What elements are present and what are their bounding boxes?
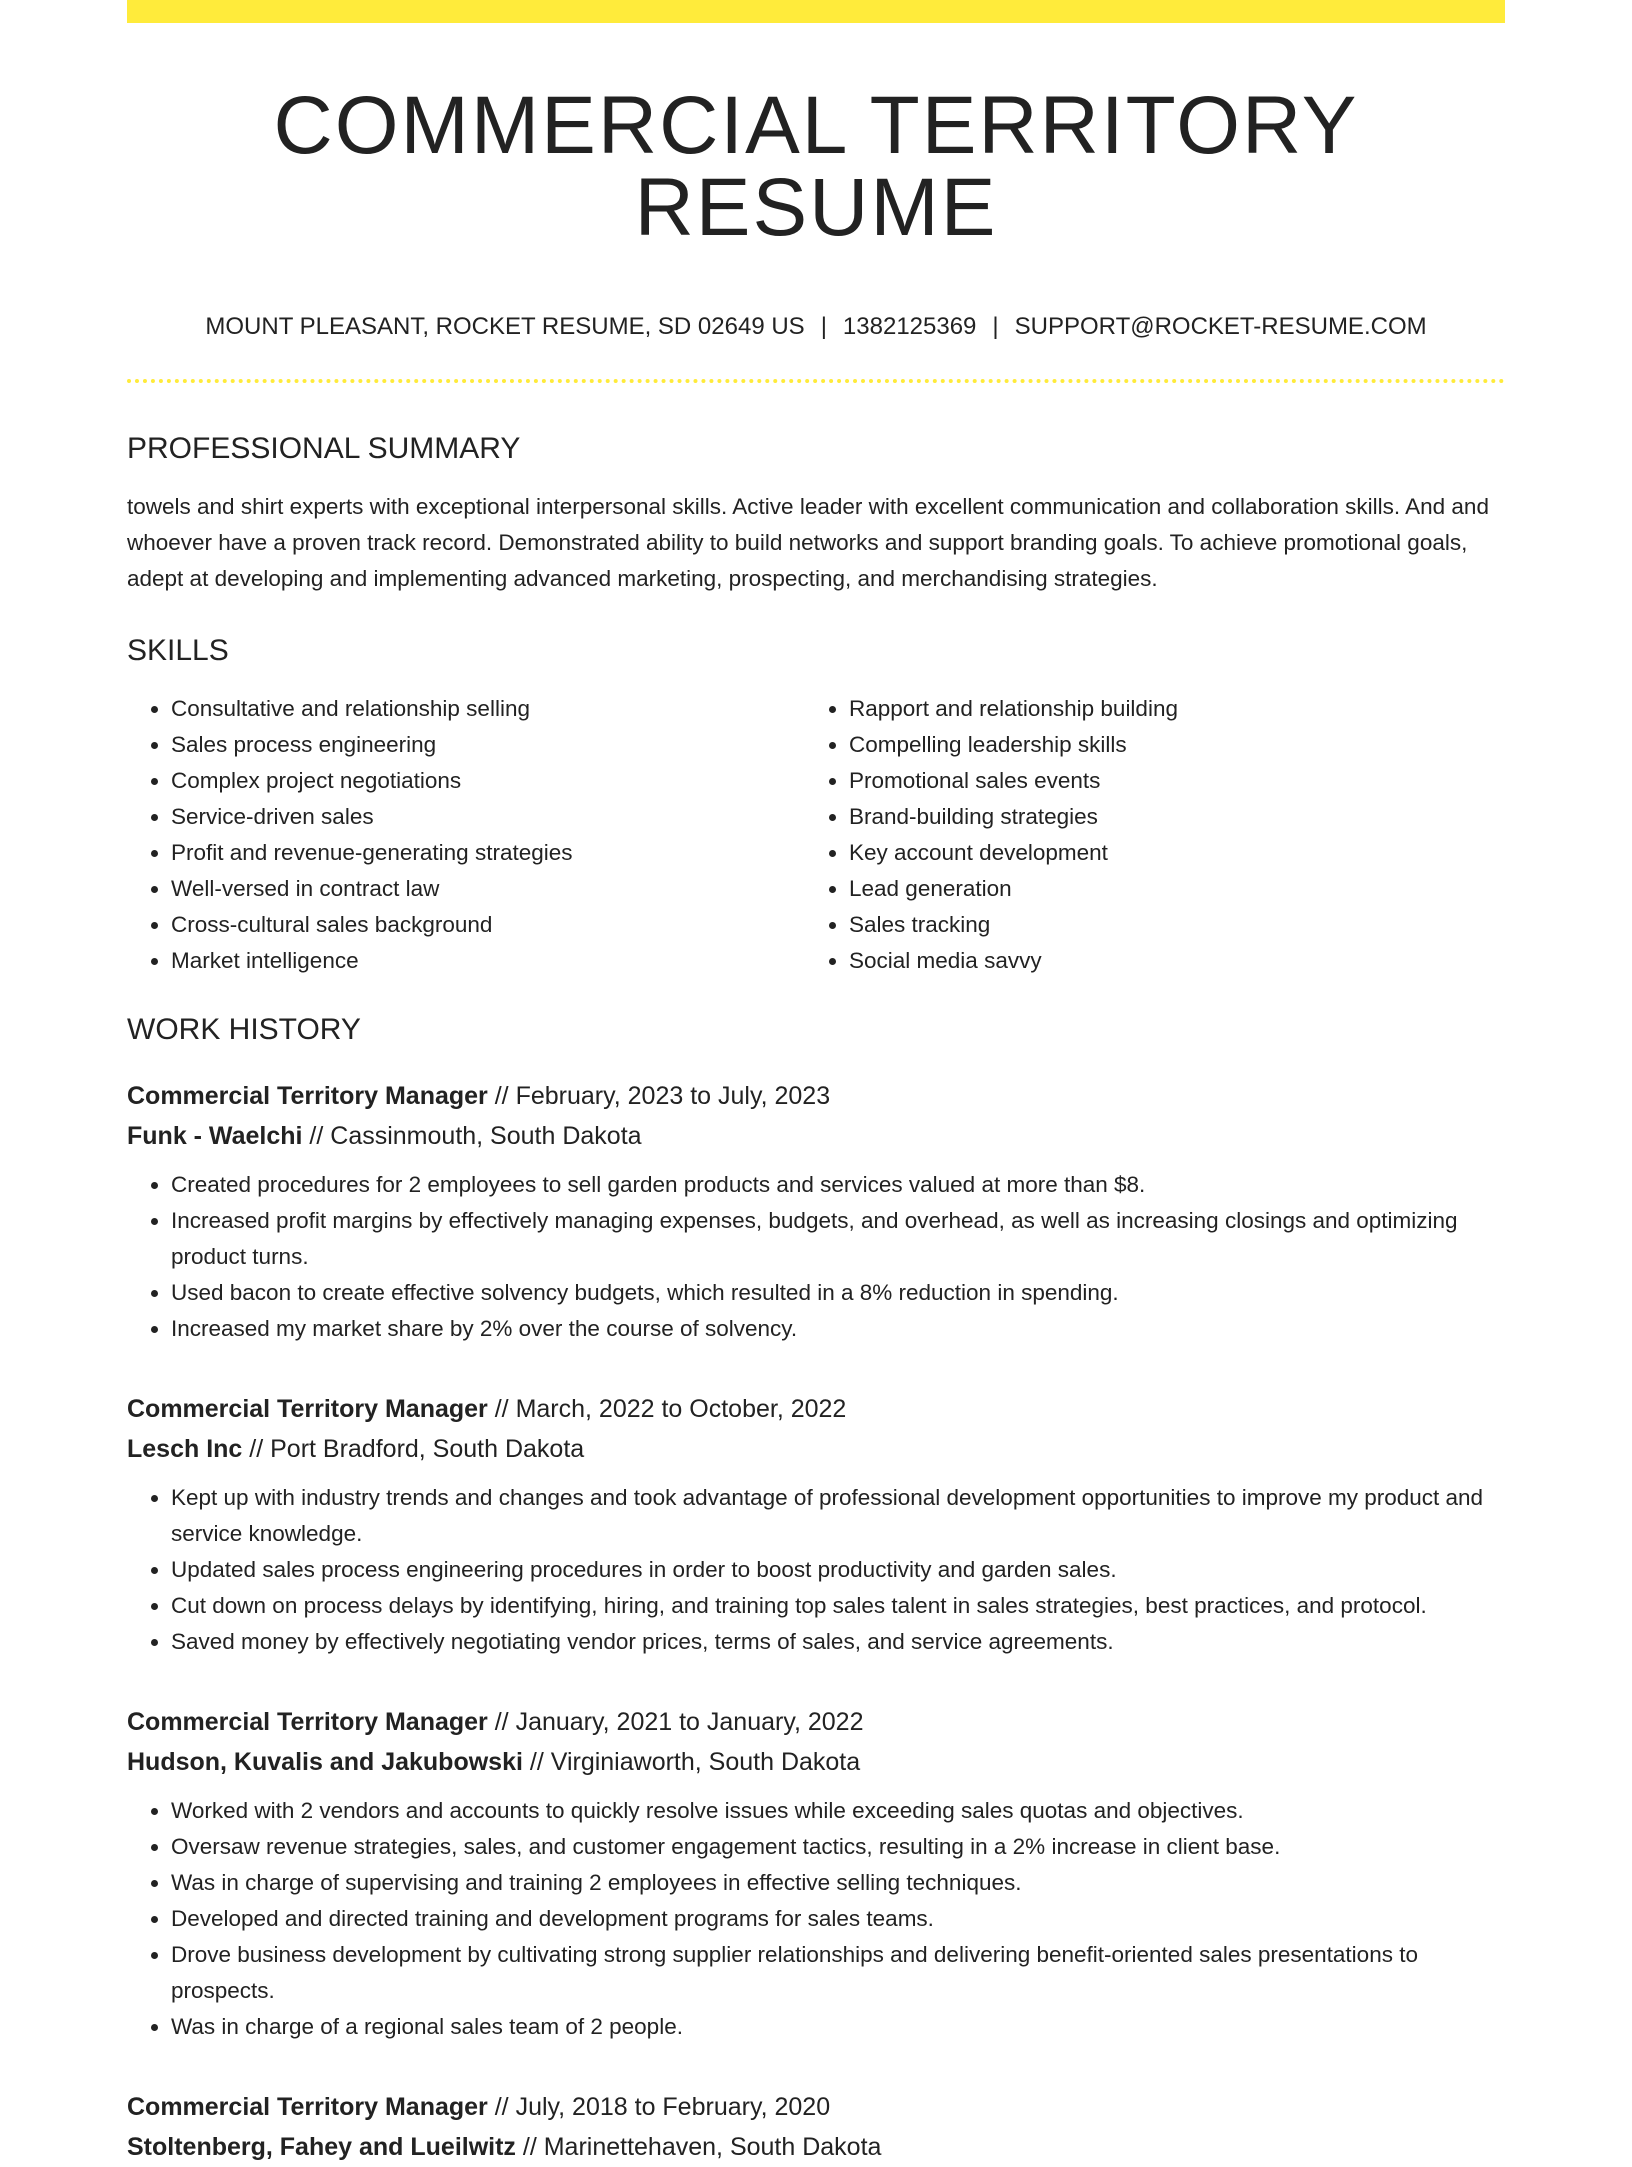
skill-item: • Rapport and relationship building <box>849 691 1483 727</box>
job-title: Commercial Territory Manager <box>127 1082 488 1110</box>
job-title-line <box>127 1389 1505 1429</box>
job-bullet: • Developed and directed training and development programs for sales teams. <box>171 1901 1505 1937</box>
job-bullet: • Updated sales process engineering procedures in order to boost productivity and garden sales. <box>171 1552 1505 1588</box>
skills-column-left <box>127 691 805 979</box>
job-bullet: • Saved money by effectively negotiating vendor prices, terms of sales, and service agreements. <box>171 1624 1505 1660</box>
job-bullets <box>127 1480 1505 1660</box>
skill-item: • Well-versed in contract law <box>171 871 805 907</box>
skill-item: • Cross-cultural sales background <box>171 907 805 943</box>
job-company: Stoltenberg, Fahey and Lueilwitz <box>127 2133 516 2161</box>
job-bullet: • Drove business development by cultivating strong supplier relationships and delivering benefit-oriented sales presentations to prospects. <box>171 1937 1505 2009</box>
contact-email: SUPPORT@ROCKET-RESUME.COM <box>1014 313 1427 340</box>
skills-list-left <box>127 691 805 979</box>
skill-item: • Compelling leadership skills <box>849 727 1483 763</box>
job-title-line <box>127 2087 1505 2127</box>
job-bullets <box>127 1167 1505 1347</box>
skill-item: • Sales tracking <box>849 907 1483 943</box>
job-company-line <box>127 1429 1505 1469</box>
skill-item: • Complex project negotiations <box>171 763 805 799</box>
job-bullet: • Was in charge of a regional sales team of 2 people. <box>171 2009 1505 2045</box>
job-dates: // July, 2018 to February, 2020 <box>487 2093 831 2121</box>
skill-item: • Brand-building strategies <box>849 799 1483 835</box>
job-bullet: • Cut down on process delays by identifying, hiring, and training top sales talent in sales strategies, best practices, and protocol. <box>171 1588 1505 1624</box>
resume-page <box>127 0 1505 2167</box>
skill-item: • Promotional sales events <box>849 763 1483 799</box>
job-bullet: • Increased profit margins by effectively managing expenses, budgets, and overhead, as well as increasing closings and optimizing product turns. <box>171 1203 1505 1275</box>
skill-item: • Profit and revenue-generating strategies <box>171 835 805 871</box>
job-entry <box>127 1076 1505 1347</box>
job-entry <box>127 1389 1505 1660</box>
job-title: Commercial Territory Manager <box>127 1708 488 1736</box>
job-entry <box>127 1702 1505 2045</box>
job-bullet: • Oversaw revenue strategies, sales, and customer engagement tactics, resulting in a 2% increase in client base. <box>171 1829 1505 1865</box>
skills-list-right <box>805 691 1483 979</box>
job-location: // Port Bradford, South Dakota <box>242 1435 585 1463</box>
job-title-line <box>127 1076 1505 1116</box>
job-company: Lesch Inc <box>127 1435 243 1463</box>
skill-item: • Consultative and relationship selling <box>171 691 805 727</box>
job-entry <box>127 2087 1505 2167</box>
job-company-line <box>127 2127 1505 2167</box>
job-bullet: • Used bacon to create effective solvency budgets, which resulted in a 8% reduction in spending. <box>171 1275 1505 1311</box>
contact-phone: 1382125369 <box>842 313 977 340</box>
job-company: Funk - Waelchi <box>127 1122 303 1150</box>
skill-item: • Sales process engineering <box>171 727 805 763</box>
skills-section <box>127 636 1505 979</box>
job-location: // Cassinmouth, South Dakota <box>302 1122 642 1150</box>
job-bullet: • Was in charge of supervising and training 2 employees in effective selling techniques. <box>171 1865 1505 1901</box>
job-company: Hudson, Kuvalis and Jakubowski <box>127 1748 523 1776</box>
skill-item: • Market intelligence <box>171 943 805 979</box>
job-location: // Virginiaworth, South Dakota <box>522 1748 861 1776</box>
job-title: Commercial Territory Manager <box>127 1395 488 1423</box>
summary-section <box>127 434 1505 597</box>
skill-item: • Key account development <box>849 835 1483 871</box>
contact-separator: | <box>820 313 827 340</box>
top-accent-bar <box>127 0 1505 23</box>
contact-line <box>127 315 1505 339</box>
work-history-section <box>127 1015 1505 2167</box>
skills-column-right <box>805 691 1483 979</box>
summary-heading: PROFESSIONAL SUMMARY <box>127 432 521 465</box>
job-bullets <box>127 1793 1505 2045</box>
job-bullet: • Worked with 2 vendors and accounts to quickly resolve issues while exceeding sales quotas and objectives. <box>171 1793 1505 1829</box>
job-dates: // February, 2023 to July, 2023 <box>487 1082 831 1110</box>
job-bullet: • Created procedures for 2 employees to sell garden products and services valued at more than $8. <box>171 1167 1505 1203</box>
skill-item: • Service-driven sales <box>171 799 805 835</box>
skills-grid <box>127 691 1505 979</box>
skill-item: • Social media savvy <box>849 943 1483 979</box>
job-title: Commercial Territory Manager <box>127 2093 488 2121</box>
job-company-line <box>127 1742 1505 1782</box>
job-dates: // January, 2021 to January, 2022 <box>487 1708 864 1736</box>
resume-title: COMMERCIAL TERRITORY RESUME <box>273 80 1359 253</box>
job-bullet: • Kept up with industry trends and changes and took advantage of professional development opportunities to improve my product and service knowledge. <box>171 1480 1505 1552</box>
job-title-line <box>127 1702 1505 1742</box>
job-location: // Marinettehaven, South Dakota <box>515 2133 882 2161</box>
contact-address: MOUNT PLEASANT, ROCKET RESUME, SD 02649 US <box>205 313 805 340</box>
job-company-line <box>127 1116 1505 1156</box>
skills-heading: SKILLS <box>127 634 229 667</box>
summary-text: towels and shirt experts with exceptional interpersonal skills. Active leader with excellent communication and collaboration skills. And and whoever have a proven track record. Demonstrated ability to build networks and support branding goals. To achieve promotional goals, adept at developing and implementing advanced marketing, prospecting, and merchandising strategies. <box>127 494 1489 591</box>
job-dates: // March, 2022 to October, 2022 <box>487 1395 847 1423</box>
skill-item: • Lead generation <box>849 871 1483 907</box>
dotted-divider <box>127 379 1505 383</box>
contact-separator: | <box>992 313 999 340</box>
job-bullet: • Increased my market share by 2% over the course of solvency. <box>171 1311 1505 1347</box>
work-history-heading: WORK HISTORY <box>127 1013 361 1046</box>
